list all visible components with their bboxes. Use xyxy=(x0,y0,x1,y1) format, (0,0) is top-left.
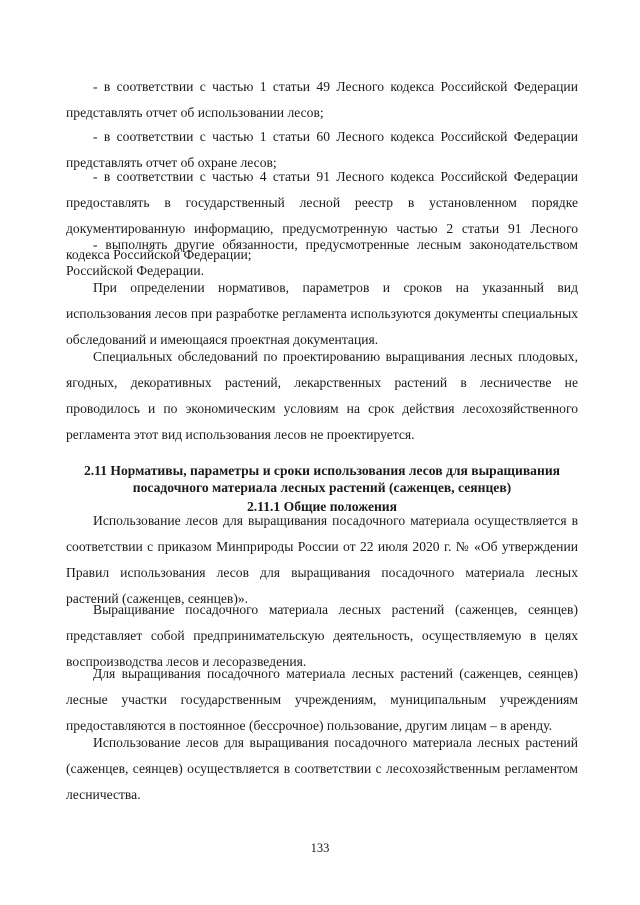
paragraph-text: Для выращивания посадочного материала лесных растений (саженцев, сеянцев) лесные участки государственным учреждениям, муниципальным учреждениям предоставляются в постоянное (бессрочное) пользование, другим лицам – в аренду. xyxy=(66,666,578,733)
subsection-heading: 2.11.1 Общие положения xyxy=(246,499,397,514)
paragraph-text: Использование лесов для выращивания посадочного материала лесных растений (саженцев, сеянцев) осуществляется в соответствии с лесохозяйственным регламентом лесничества. xyxy=(66,735,578,802)
paragraph-text: Специальных обследований по проектированию выращивания лесных плодовых, ягодных, декоративных растений, лекарственных растений в лесничестве не проводилось и по экономическим условиям на срок действия лесохозяйственного регламента этот вид использования лесов не проектируется. xyxy=(66,349,578,442)
paragraph-norms-determination xyxy=(66,275,578,353)
paragraph-special-surveys xyxy=(66,344,578,448)
page-number: 133 xyxy=(310,841,330,855)
paragraph-text: Выращивание посадочного материала лесных растений (саженцев, сеянцев) представляет собой предпринимательскую деятельность, осуществляемую в целях воспроизводства лесов и лесоразведения. xyxy=(66,602,578,669)
paragraph-text: Использование лесов для выращивания посадочного материала осуществляется в соответствии с приказом Минприроды России от 22 июля 2020 г. № «Об утверждении Правил использования лесов для выращивания посадочного материала лесных растений (саженцев, сеянцев)». xyxy=(66,513,578,606)
paragraph-text: - в соответствии с частью 1 статьи 60 Лесного кодекса Российской Федерации представлять отчет об охране лесов; xyxy=(66,129,578,170)
paragraph-text: При определении нормативов, параметров и сроков на указанный вид использования лесов при разработке регламента используются документы специальных обследований и имеющаяся проектная документация. xyxy=(66,280,578,347)
paragraph-regulation-compliance xyxy=(66,730,578,808)
paragraph-report-use xyxy=(66,74,578,126)
paragraph-text: - выполнять другие обязанности, предусмотренные лесным законодательством Российской Федерации. xyxy=(66,237,578,278)
paragraph-text: - в соответствии с частью 4 статьи 91 Лесного кодекса Российской Федерации предоставлять в государственный лесной реестр в установленном порядке документированную информацию, предусмотренную частью 2 статьи 91 Лесного кодекса Российской Федерации; xyxy=(66,169,578,262)
paragraph-land-provision xyxy=(66,661,578,739)
section-heading: 2.11 Нормативы, параметры и сроки использования лесов для выращивания посадочного материала лесных растений (саженцев, сеянцев) xyxy=(83,463,561,495)
paragraph-text: - в соответствии с частью 1 статьи 49 Лесного кодекса Российской Федерации представлять отчет об использовании лесов; xyxy=(66,79,578,120)
